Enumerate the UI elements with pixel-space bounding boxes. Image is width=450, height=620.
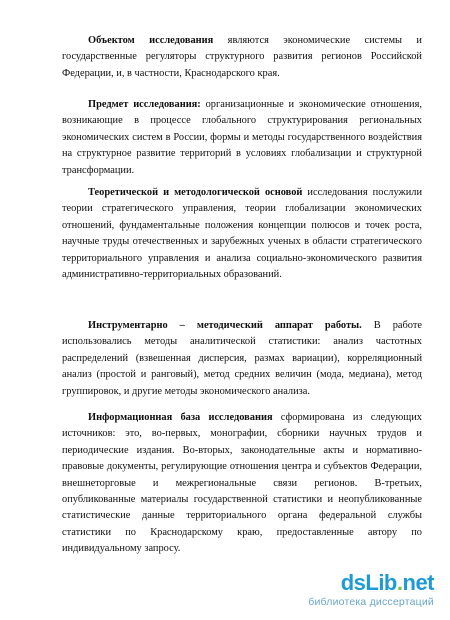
paragraph-lead: Объектом исследования bbox=[88, 35, 214, 46]
watermark-tagline: библиотека диссертаций bbox=[308, 596, 434, 608]
paragraph-text: исследования послужили теории стратегического управления, теории глобализации экономических отношений, фундаментальные положения концепции полюсов и точек роста, научные труды отечественных и зарубежных ученых в области стратегического территориального управления и анализа социально-экономического развития административно-территориальных образований. bbox=[62, 187, 423, 281]
watermark-logo-tld: net bbox=[402, 570, 434, 595]
watermark-logo bbox=[341, 570, 434, 596]
watermark-logo-main: dsLib bbox=[340, 570, 397, 595]
watermark-logo-dot: . bbox=[396, 570, 403, 595]
paragraph-info-base bbox=[62, 410, 422, 558]
paragraph-lead: Теоретической и методологической основой bbox=[88, 187, 303, 198]
paragraph-lead: Информационная база исследования bbox=[88, 412, 273, 423]
dslib-watermark bbox=[264, 570, 444, 612]
paragraph-text: В работе использовались методы аналитической статистики: анализ частотных распределений (взвешенная дисперсия, размах вариации), корреляционный анализ (простой и ранговый), метод средних величин (мода, медиана), метод группировок, и другие методы экономического анализа. bbox=[62, 320, 422, 397]
paragraph-methodology bbox=[62, 185, 422, 283]
paragraph-tools bbox=[62, 318, 422, 400]
paragraph-object bbox=[62, 33, 422, 82]
paragraph-subject bbox=[62, 97, 422, 179]
paragraph-text: сформирована из следующих источников: это, во-первых, монографии, сборники научных трудов и периодические издания. Во-вторых, законодательные акты и нормативно-правовые документы, регулирующие отношения центра и субъектов Федерации, внешнеторговые и межрегиональные связи регионов. В-третьих, опубликованные материалы государственной статистики и неопубликованные статистические данные территориального органа федеральной службы статистики по Краснодарскому краю, предоставленные автору по индивидуальному запросу. bbox=[62, 412, 422, 555]
paragraph-lead: Инструментарно – методический аппарат работы. bbox=[88, 320, 362, 331]
paragraph-text: являются экономические системы и государственные регуляторы структурного развития регионов Российской Федерации, и, в частности, Краснодарского края. bbox=[62, 35, 422, 79]
paragraph-text: организационные и экономические отношения, возникающие в процессе глобального структурирования региональных экономических систем в России, формы и методы государственного воздействия на структурное развитие территорий в условиях глобализации и структурной трансформации. bbox=[62, 99, 422, 176]
paragraph-lead: Предмет исследования: bbox=[88, 99, 201, 110]
